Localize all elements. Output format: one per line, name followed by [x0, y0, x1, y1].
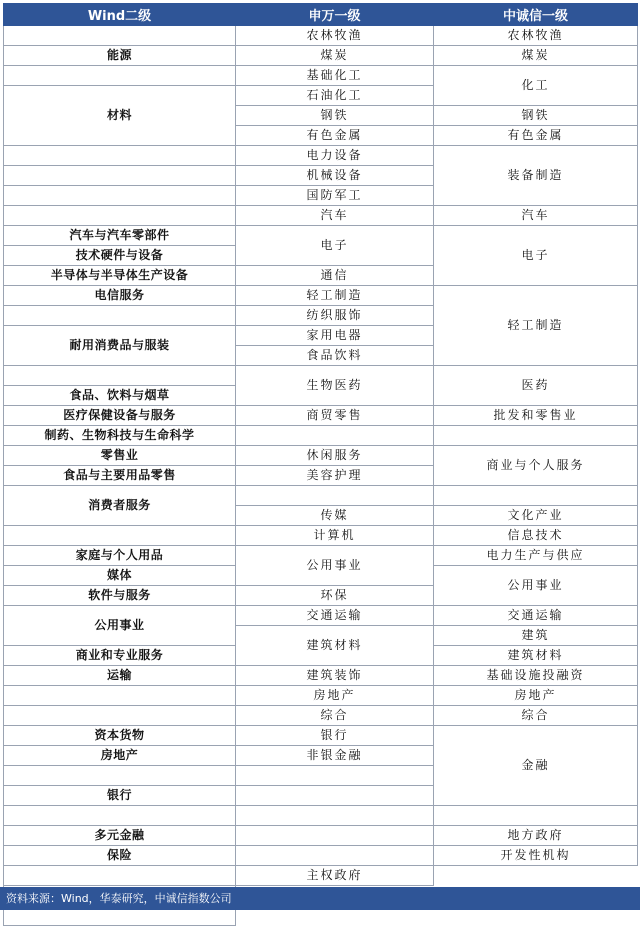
table-row [4, 706, 638, 726]
wind-cell [4, 526, 236, 546]
table-row [4, 546, 638, 566]
ccx-cell: 煤炭 [434, 46, 638, 66]
ccx-cell: 基础设施投融资 [434, 666, 638, 686]
wind-cell [4, 766, 236, 786]
table-row [4, 826, 638, 846]
wind-cell: 消费者服务 [4, 486, 236, 526]
shenwan-cell: 综合 [236, 706, 434, 726]
ccx-cell: 轻工制造 [434, 286, 638, 366]
wind-cell: 汽车与汽车零部件 [4, 226, 236, 246]
table-row [4, 606, 638, 626]
table-row [4, 846, 638, 866]
shenwan-cell: 电力设备 [236, 146, 434, 166]
ccx-cell: 建筑材料 [434, 646, 638, 666]
table-row [4, 726, 638, 746]
table-row [4, 526, 638, 546]
wind-cell [4, 306, 236, 326]
wind-cell: 医疗保健设备与服务 [4, 406, 236, 426]
wind-cell: 公用事业 [4, 606, 236, 646]
wind-cell: 食品、饮料与烟草 [4, 386, 236, 406]
industry-classification-table [3, 3, 638, 926]
ccx-cell: 汽车 [434, 206, 638, 226]
wind-cell: 耐用消费品与服装 [4, 326, 236, 366]
shenwan-cell: 交通运输 [236, 606, 434, 626]
ccx-cell: 电子 [434, 226, 638, 286]
ccx-cell: 交通运输 [434, 606, 638, 626]
wind-cell: 保险 [4, 846, 236, 866]
header-shenwan-level1: 申万一级 [236, 4, 434, 26]
shenwan-cell: 农林牧渔 [236, 26, 434, 46]
shenwan-cell [236, 426, 434, 446]
wind-cell: 运输 [4, 666, 236, 686]
shenwan-cell: 电子 [236, 226, 434, 266]
ccx-cell [434, 806, 638, 826]
wind-cell: 家庭与个人用品 [4, 546, 236, 566]
shenwan-cell: 通信 [236, 266, 434, 286]
table-body [4, 26, 638, 926]
shenwan-cell [236, 806, 434, 826]
shenwan-cell: 商贸零售 [236, 406, 434, 426]
wind-cell: 食品与主要用品零售 [4, 466, 236, 486]
shenwan-cell: 建筑装饰 [236, 666, 434, 686]
ccx-cell: 主权政府 [236, 866, 434, 886]
shenwan-cell: 计算机 [236, 526, 434, 546]
wind-cell [4, 866, 236, 886]
table-row [4, 366, 638, 386]
wind-cell [4, 686, 236, 706]
ccx-cell: 文化产业 [434, 506, 638, 526]
shenwan-cell: 房地产 [236, 686, 434, 706]
header-ccx-level1: 中诚信一级 [434, 4, 638, 26]
wind-cell: 电信服务 [4, 286, 236, 306]
wind-cell: 多元金融 [4, 826, 236, 846]
shenwan-cell: 公用事业 [236, 546, 434, 586]
source-note: 资料来源：Wind，华泰研究，中诚信指数公司 [0, 887, 640, 910]
shenwan-cell [236, 786, 434, 806]
ccx-cell: 钢铁 [434, 106, 638, 126]
ccx-cell: 医药 [434, 366, 638, 406]
table-row [4, 26, 638, 46]
wind-cell [4, 806, 236, 826]
wind-cell: 银行 [4, 786, 236, 806]
table-row [4, 426, 638, 446]
table-row [4, 286, 638, 306]
header-wind-level2: Wind二级 [4, 4, 236, 26]
wind-cell: 制药、生物科技与生命科学 [4, 426, 236, 446]
ccx-cell: 公用事业 [434, 566, 638, 606]
wind-cell [4, 706, 236, 726]
wind-cell: 技术硬件与设备 [4, 246, 236, 266]
table-row [4, 866, 638, 886]
table-row [4, 486, 638, 506]
wind-cell [4, 186, 236, 206]
ccx-cell: 电力生产与供应 [434, 546, 638, 566]
shenwan-cell [236, 826, 434, 846]
shenwan-cell: 非银金融 [236, 746, 434, 766]
wind-cell [4, 146, 236, 166]
shenwan-cell: 机械设备 [236, 166, 434, 186]
shenwan-cell: 生物医药 [236, 366, 434, 406]
wind-cell: 媒体 [4, 566, 236, 586]
shenwan-cell: 食品饮料 [236, 346, 434, 366]
wind-cell [4, 166, 236, 186]
ccx-cell: 地方政府 [434, 826, 638, 846]
table-row [4, 666, 638, 686]
shenwan-cell: 环保 [236, 586, 434, 606]
shenwan-cell: 建筑材料 [236, 626, 434, 666]
wind-cell [4, 26, 236, 46]
ccx-cell: 有色金属 [434, 126, 638, 146]
ccx-cell: 综合 [434, 706, 638, 726]
wind-cell: 软件与服务 [4, 586, 236, 606]
shenwan-cell: 休闲服务 [236, 446, 434, 466]
ccx-cell: 建筑 [434, 626, 638, 646]
shenwan-cell: 有色金属 [236, 126, 434, 146]
ccx-cell: 装备制造 [434, 146, 638, 206]
shenwan-cell [236, 846, 434, 866]
wind-cell: 商业和专业服务 [4, 646, 236, 666]
ccx-cell [434, 426, 638, 446]
ccx-cell: 金融 [434, 726, 638, 806]
table-row [4, 226, 638, 246]
ccx-cell: 农林牧渔 [434, 26, 638, 46]
shenwan-cell: 基础化工 [236, 66, 434, 86]
shenwan-cell: 银行 [236, 726, 434, 746]
ccx-cell [434, 486, 638, 506]
shenwan-cell: 煤炭 [236, 46, 434, 66]
table-row [4, 686, 638, 706]
wind-cell [4, 366, 236, 386]
table-row [4, 46, 638, 66]
shenwan-cell: 国防军工 [236, 186, 434, 206]
table-row [4, 66, 638, 86]
shenwan-cell: 家用电器 [236, 326, 434, 346]
shenwan-cell: 汽车 [236, 206, 434, 226]
shenwan-cell: 轻工制造 [236, 286, 434, 306]
wind-cell: 半导体与半导体生产设备 [4, 266, 236, 286]
wind-cell: 资本货物 [4, 726, 236, 746]
shenwan-cell [236, 486, 434, 506]
shenwan-cell [236, 766, 434, 786]
shenwan-cell: 传媒 [236, 506, 434, 526]
shenwan-cell: 美容护理 [236, 466, 434, 486]
table-row [4, 406, 638, 426]
shenwan-cell: 石油化工 [236, 86, 434, 106]
wind-cell: 房地产 [4, 746, 236, 766]
table-row [4, 446, 638, 466]
ccx-cell: 开发性机构 [434, 846, 638, 866]
ccx-cell: 商业与个人服务 [434, 446, 638, 486]
ccx-cell: 批发和零售业 [434, 406, 638, 426]
wind-cell: 能源 [4, 46, 236, 66]
ccx-cell: 信息技术 [434, 526, 638, 546]
ccx-cell: 化工 [434, 66, 638, 106]
header-row [4, 4, 638, 26]
table-row [4, 146, 638, 166]
wind-cell: 零售业 [4, 446, 236, 466]
shenwan-cell: 钢铁 [236, 106, 434, 126]
shenwan-cell: 纺织服饰 [236, 306, 434, 326]
ccx-cell: 房地产 [434, 686, 638, 706]
table-row [4, 206, 638, 226]
wind-cell [4, 66, 236, 86]
wind-cell [4, 206, 236, 226]
table-row [4, 806, 638, 826]
wind-cell: 材料 [4, 86, 236, 146]
